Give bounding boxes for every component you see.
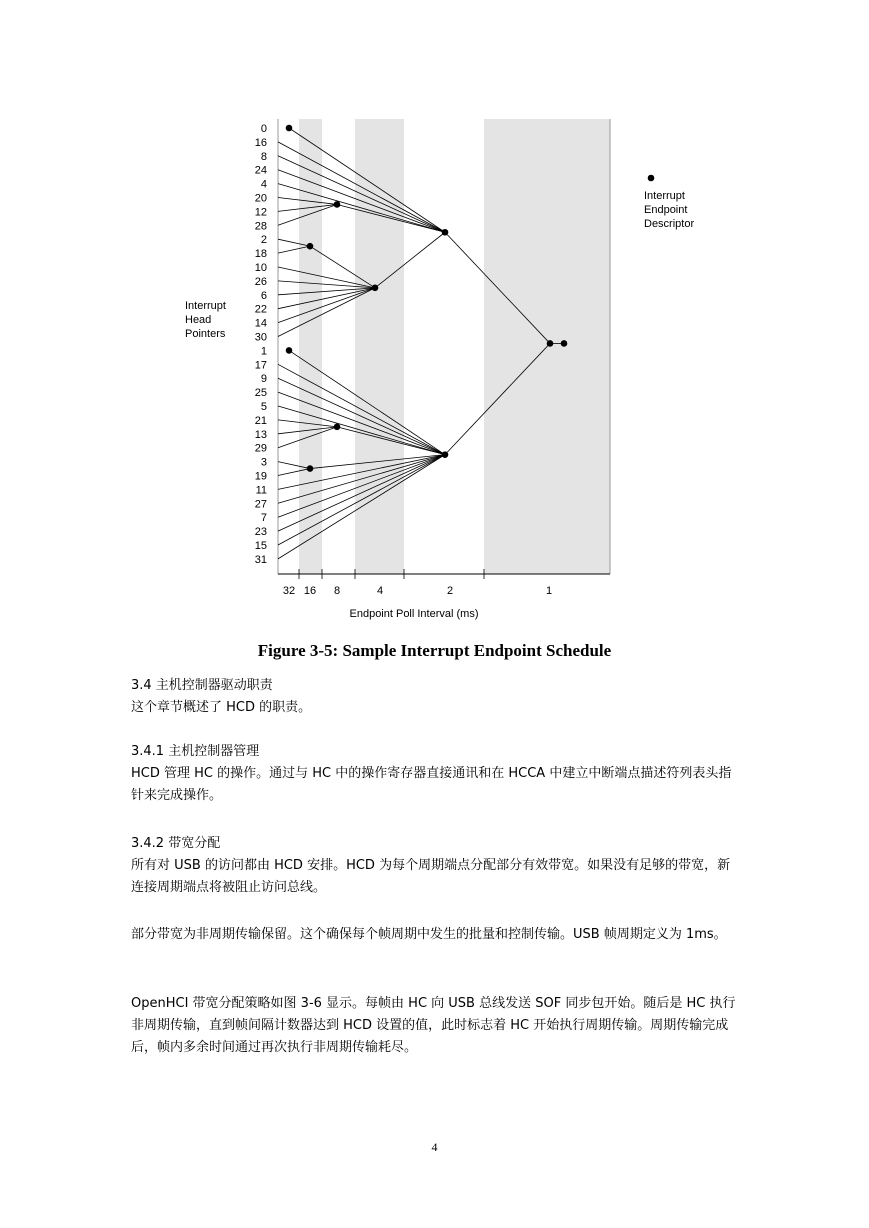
section-body: 所有对 USB 的访问都由 HCD 安排。HCD 为每个周期端点分配部分有效带宽。如果没有足够的带宽，新连接周期端点将被阻止访问总线。: [131, 858, 731, 895]
endpoint-descriptor-dot: [334, 424, 341, 431]
interval-label: 32: [282, 585, 296, 597]
pointer-label: 24: [254, 164, 267, 177]
endpoint-descriptor-dot: [547, 340, 554, 347]
endpoint-descriptor-dot: [442, 451, 449, 458]
pointer-label: 28: [254, 220, 267, 233]
legend-dot-icon: [648, 175, 655, 182]
pointer-label: 23: [254, 526, 267, 539]
pointer-label: 9: [260, 373, 267, 386]
interval-label: 16: [303, 585, 317, 597]
head-pointers-line-2: Head: [185, 314, 212, 326]
head-pointers-line-1: Interrupt: [185, 300, 226, 312]
endpoint-descriptor-dot: [307, 465, 314, 472]
pointer-label: 0: [260, 123, 267, 135]
section-body: HCD 管理 HC 的操作。通过与 HC 中的操作寄存器直接通讯和在 HCCA 中建立中断端点描述符列表头指针来完成操作。: [131, 766, 732, 803]
endpoint-descriptor-dot: [307, 243, 314, 250]
figure-caption: Figure 3-5: Sample Interrupt Endpoint Schedule: [257, 641, 612, 660]
legend-line-2: Endpoint: [644, 204, 688, 216]
axis-label: Endpoint Poll Interval (ms): [349, 608, 479, 620]
band-16ms: [299, 119, 322, 574]
head-pointers-line-3: Pointers: [185, 328, 226, 340]
paragraph-reserved-bandwidth: [131, 924, 741, 946]
head-pointers-label: [185, 300, 229, 340]
pointer-label: 15: [254, 540, 267, 552]
pointer-label: 26: [254, 275, 267, 288]
pointer-label: 17: [254, 359, 267, 372]
pointer-label: 12: [254, 206, 267, 219]
endpoint-descriptor-dot: [561, 340, 568, 347]
section-heading: 3.4.1 主机控制器管理: [131, 744, 260, 759]
section-3-4: [131, 675, 741, 719]
interval-label: 8: [333, 585, 341, 597]
section-3-4-2: [131, 833, 741, 899]
legend-line-1: Interrupt: [644, 190, 685, 202]
pointer-label: 14: [254, 317, 267, 330]
pointer-label: 30: [254, 331, 267, 344]
interval-label: 4: [376, 585, 384, 597]
paragraph-body: 部分带宽为非周期传输保留。这个确保每个帧周期中发生的批量和控制传输。USB 帧周期定义为 1ms。: [131, 927, 727, 942]
page-number: 4: [431, 1140, 438, 1154]
legend-line-3: Descriptor: [644, 218, 695, 230]
paragraph-body: OpenHCI 带宽分配策略如图 3-6 显示。每帧由 HC 向 USB 总线发送 SOF 同步包开始。随后是 HC 执行非周期传输，直到帧间隔计数器达到 HCD 设置的值，此时标志着 HC 开始执行周期传输。周期传输完成后，帧内多余时间通过再次执行非周期传输耗尽。: [131, 996, 736, 1055]
endpoint-descriptor-dot: [442, 229, 449, 236]
endpoint-descriptor-dot: [372, 285, 379, 292]
pointer-label: 1: [260, 345, 267, 358]
pointer-labels: [255, 123, 267, 566]
pointer-label: 4: [260, 178, 267, 191]
pointer-label: 18: [254, 248, 267, 261]
pointer-label: 11: [255, 484, 267, 497]
section-3-4-1: [131, 741, 741, 807]
pointer-label: 20: [254, 192, 267, 205]
endpoint-descriptor-dot: [286, 125, 293, 132]
endpoint-descriptor-dot: [334, 201, 341, 208]
pointer-label: 13: [254, 428, 267, 441]
pointer-label: 3: [260, 456, 267, 469]
pointer-label: 27: [254, 498, 267, 511]
interval-labels: [283, 585, 552, 597]
paragraph-openhci-policy: [131, 993, 741, 1059]
pointer-label: 31: [254, 553, 267, 566]
section-body: 这个章节概述了 HCD 的职责。: [131, 700, 312, 715]
pointer-label: 29: [254, 442, 267, 455]
pointer-label: 10: [254, 262, 267, 274]
legend-label: [644, 190, 694, 230]
pointer-label: 7: [260, 512, 267, 525]
pointer-label: 22: [254, 303, 267, 316]
pointer-label: 2: [260, 234, 267, 247]
pointer-label: 21: [254, 414, 267, 427]
interval-label: 2: [446, 585, 454, 597]
pointer-label: 5: [260, 401, 267, 413]
pointer-label: 19: [254, 470, 267, 483]
pointer-label: 25: [254, 387, 267, 400]
interval-label: 1: [545, 585, 553, 597]
section-heading: 3.4 主机控制器驱动职责: [131, 678, 273, 693]
endpoint-descriptor-dot: [286, 347, 293, 354]
section-heading: 3.4.2 带宽分配: [131, 836, 221, 851]
pointer-label: 8: [260, 150, 267, 163]
pointer-label: 16: [254, 136, 267, 149]
pointer-label: 6: [260, 289, 267, 302]
